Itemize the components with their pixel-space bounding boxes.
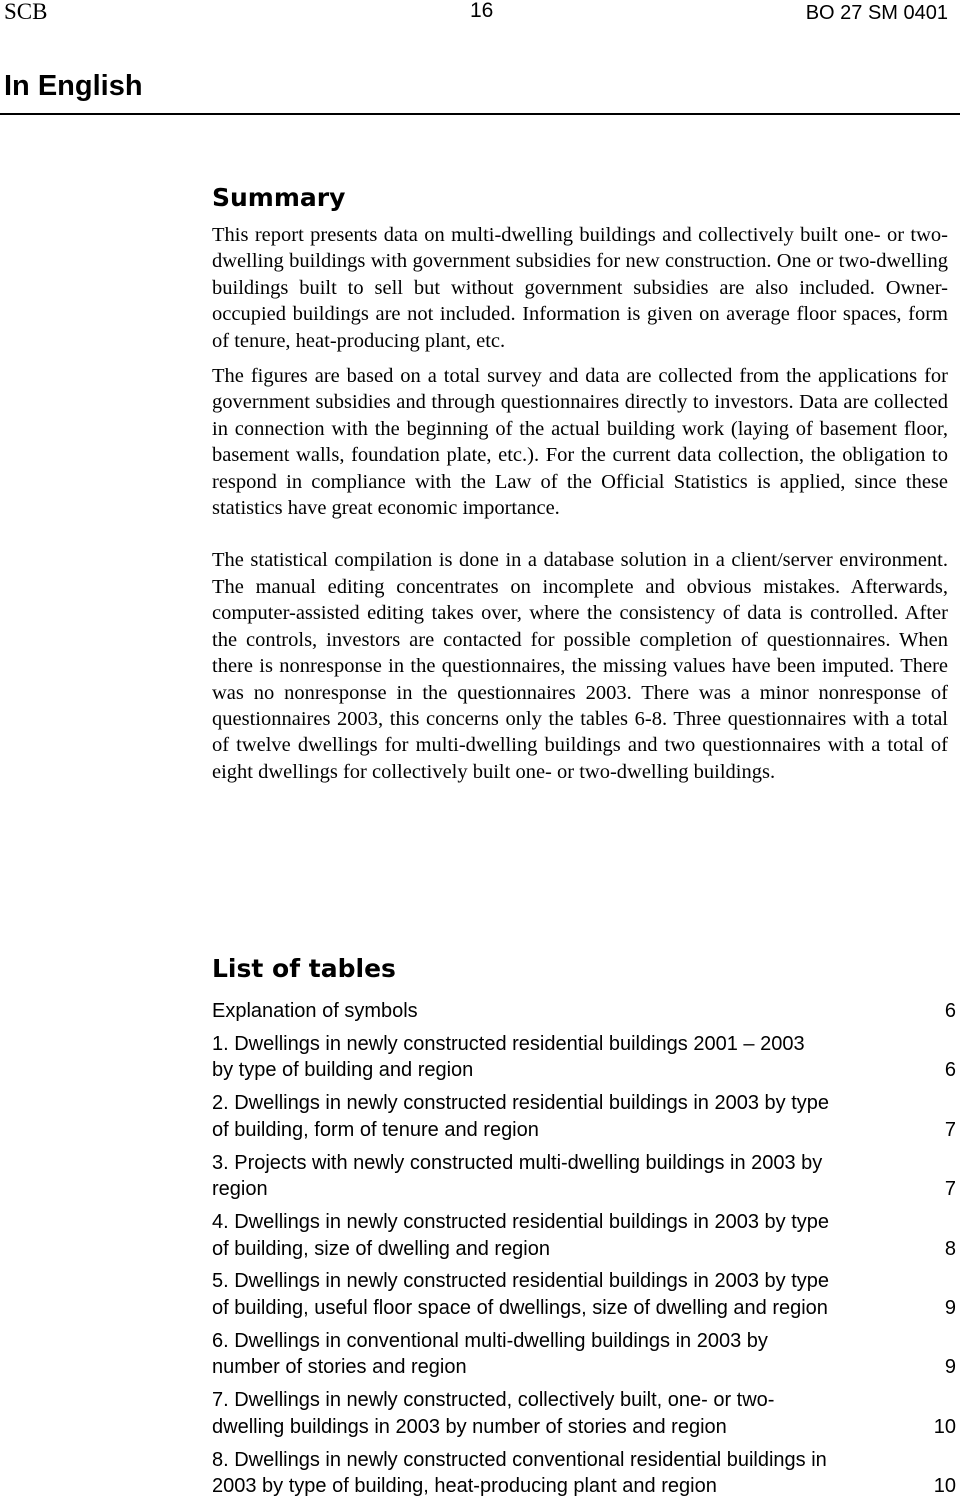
- toc-entry-page: 6: [944, 1059, 956, 1082]
- toc-entry: [212, 1090, 960, 1143]
- summary-paragraph: The figures are based on a total survey and data are collected from the applications for government subsidies and through questionnaires directly to investors. Data are collected in connection with the beginning of the actual building work (laying of basement floor, basement walls, foundation plate, etc.). For the current data collection, the obligation to respond in compliance with the Law of the Official Statistics is applied, since these statistics have great economic importance.: [212, 365, 948, 520]
- toc-entry-page: 7: [944, 1178, 956, 1201]
- list-of-tables-heading: List of tables: [212, 954, 396, 983]
- toc-entry-title: 2. Dwellings in newly constructed residential buildings in 2003 by type of building, form of tenure and region: [212, 1092, 830, 1141]
- toc-entry-title: 4. Dwellings in newly constructed residential buildings in 2003 by type of building, size of dwelling and region: [212, 1211, 830, 1260]
- summary-body: [212, 222, 948, 785]
- report-code: BO 27 SM 0401: [805, 2, 948, 24]
- toc-entry-title: 3. Projects with newly constructed multi-dwelling buildings in 2003 by region: [212, 1151, 823, 1201]
- toc-entry: [212, 1209, 960, 1262]
- toc-entry-page: 7: [944, 1118, 956, 1141]
- toc-entry: [212, 1268, 960, 1321]
- toc-entry-title: Explanation of symbols: [212, 1000, 418, 1022]
- table-of-contents: [212, 998, 960, 1506]
- toc-entry-title: 7. Dwellings in newly constructed, collectively built, one- or two- dwelling buildings in 2003 by number of stories and region: [212, 1389, 775, 1438]
- toc-entry-page: 10: [933, 1415, 956, 1438]
- toc-entry-title: 8. Dwellings in newly constructed conventional residential buildings in 2003 by type of building, heat-producing plant and region: [212, 1448, 827, 1498]
- toc-entry-title: 5. Dwellings in newly constructed residential buildings in 2003 by type of building, useful floor space of dwellings, size of dwelling and region: [212, 1270, 830, 1319]
- toc-entry: [212, 1150, 960, 1203]
- toc-entry: [212, 998, 960, 1025]
- summary-heading: Summary: [212, 183, 346, 212]
- chapter-divider: [0, 113, 960, 115]
- toc-entry-page: 9: [944, 1356, 956, 1379]
- toc-entry-page: 9: [944, 1296, 956, 1319]
- toc-entry-title: 6. Dwellings in conventional multi-dwelling buildings in 2003 by number of stories and region: [212, 1329, 768, 1379]
- page-number: 16: [470, 0, 494, 22]
- toc-entry: [212, 1328, 960, 1381]
- toc-entry-title: 1. Dwellings in newly constructed residential buildings 2001 – 2003 by type of building and region: [212, 1032, 805, 1082]
- summary-paragraph: The statistical compilation is done in a database solution in a client/server environment. The manual editing concentrates on incomplete and obvious mistakes. Afterwards, computer-assisted editing takes over, where the consistency of data is controlled. After the controls, investors are contacted for possible completion of questionnaires. When there is nonresponse in the questionnaires, the missing values have been imputed. There was no nonresponse in the questionnaires 2003. There was a minor nonresponse of questionnaires 2003, this concerns only the tables 6-8. Three questionnaires with a total of twelve dwellings for multi-dwelling buildings and two questionnaires with a total of eight dwellings for collectively built one- or two-dwelling buildings.: [212, 549, 948, 783]
- toc-entry: [212, 1031, 960, 1084]
- toc-entry-page: 8: [944, 1237, 956, 1260]
- chapter-title: In English: [4, 70, 143, 102]
- toc-entry: [212, 1387, 960, 1440]
- toc-entry-page: 10: [933, 1475, 956, 1498]
- toc-entry: [212, 1447, 960, 1500]
- publisher-label: SCB: [4, 0, 48, 24]
- toc-entry-page: 6: [944, 1000, 956, 1022]
- running-header: [0, 0, 960, 26]
- summary-paragraph: This report presents data on multi-dwelling buildings and collectively built one- or two-dwelling buildings with government subsidies for new construction. One or two-dwelling buildings built to sell but without government subsidies are also included. Owner-occupied buildings are not included. Information is given on average floor spaces, form of tenure, heat-producing plant, etc.: [212, 224, 948, 352]
